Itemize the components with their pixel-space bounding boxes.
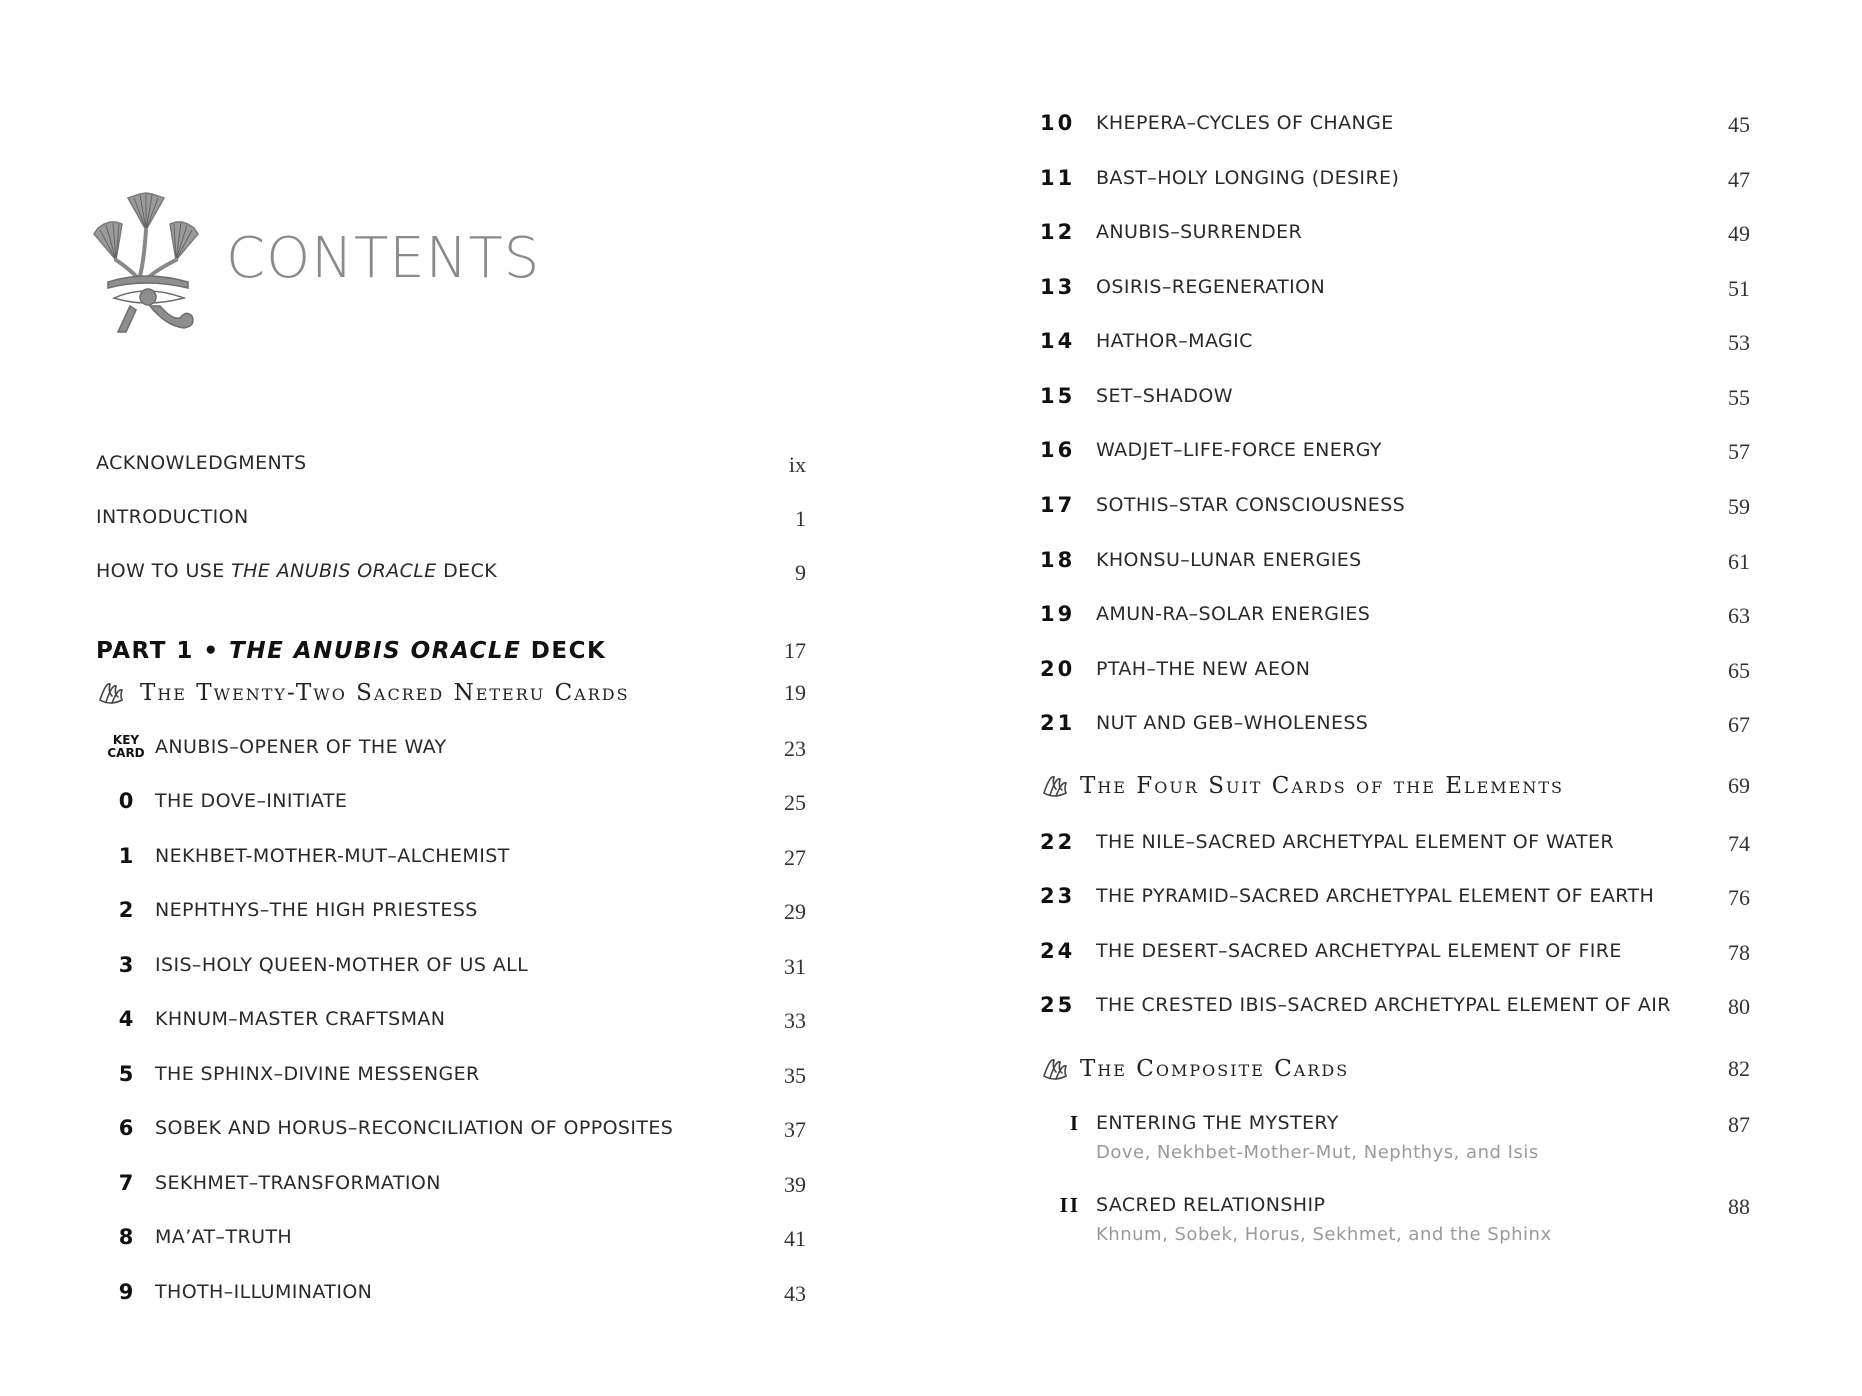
toc-entry-title: ENTERING THE MYSTERY bbox=[1096, 1112, 1339, 1134]
section-title: The Twenty-Two Sacred Neteru Cards bbox=[140, 680, 630, 706]
toc-entry-page: 78 bbox=[1728, 940, 1750, 965]
toc-entry[interactable] bbox=[96, 506, 806, 546]
toc-entry-page: 1 bbox=[795, 506, 806, 531]
toc-entry-title: THE SPHINX–DIVINE MESSENGER bbox=[155, 1063, 480, 1085]
toc-entry[interactable] bbox=[96, 1117, 806, 1157]
toc-entry[interactable] bbox=[1040, 658, 1750, 698]
toc-entry-title: THE CRESTED IBIS–SACRED ARCHETYPAL ELEMENT OF AIR bbox=[1096, 994, 1671, 1016]
toc-entry-title: THE DESERT–SACRED ARCHETYPAL ELEMENT OF FIRE bbox=[1096, 940, 1622, 962]
toc-entry-page: 35 bbox=[784, 1063, 806, 1088]
toc-entry[interactable] bbox=[1040, 994, 1750, 1034]
toc-entry-subtitle: Dove, Nekhbet-Mother-Mut, Nephthys, and Isis bbox=[1096, 1142, 1539, 1163]
toc-entry-page: 25 bbox=[784, 790, 806, 815]
toc-entry-page: 76 bbox=[1728, 885, 1750, 910]
section-page: 19 bbox=[784, 680, 806, 705]
toc-entry-title: PTAH–THE NEW AEON bbox=[1096, 658, 1311, 680]
toc-entry-composite[interactable] bbox=[1040, 1194, 1750, 1258]
toc-entry-page: 87 bbox=[1728, 1112, 1750, 1137]
card-number: 5 bbox=[118, 1062, 134, 1086]
toc-entry-title: THE NILE–SACRED ARCHETYPAL ELEMENT OF WATER bbox=[1096, 831, 1615, 853]
section-title: The Four Suit Cards of the Elements bbox=[1080, 773, 1564, 799]
toc-entry-title: HATHOR–MAGIC bbox=[1096, 330, 1253, 352]
section-title: The Composite Cards bbox=[1080, 1056, 1350, 1082]
card-number: 0 bbox=[118, 789, 134, 813]
toc-entry-title: SOBEK AND HORUS–RECONCILIATION OF OPPOSITES bbox=[155, 1117, 674, 1139]
toc-entry-page: 39 bbox=[784, 1172, 806, 1197]
toc-entry-page: 33 bbox=[784, 1008, 806, 1033]
toc-entry-title: SEKHMET–TRANSFORMATION bbox=[155, 1172, 441, 1194]
eye-of-horus-lotus-icon bbox=[88, 190, 204, 340]
toc-entry-page: 53 bbox=[1728, 330, 1750, 355]
section-heading-neteru[interactable] bbox=[96, 680, 806, 724]
toc-entry-title: NEPHTHYS–THE HIGH PRIESTESS bbox=[155, 899, 478, 921]
toc-entry-page: 43 bbox=[784, 1281, 806, 1306]
section-page: 82 bbox=[1728, 1056, 1750, 1081]
badge-line: CARD bbox=[107, 746, 145, 760]
toc-entry-title: ANUBIS–OPENER OF THE WAY bbox=[155, 736, 447, 758]
card-number: 4 bbox=[118, 1007, 134, 1031]
toc-entry-page: 29 bbox=[784, 899, 806, 924]
toc-entry-title: ANUBIS–SURRENDER bbox=[1096, 221, 1303, 243]
card-number: 6 bbox=[118, 1116, 134, 1140]
card-number: 1 bbox=[118, 844, 134, 868]
toc-entry[interactable] bbox=[1040, 712, 1750, 752]
page-title: CONTENTS bbox=[226, 226, 541, 291]
toc-entry[interactable] bbox=[1040, 831, 1750, 871]
toc-entry-title: ACKNOWLEDGMENTS bbox=[96, 452, 307, 474]
toc-entry[interactable] bbox=[96, 1281, 806, 1321]
toc-entry-page: 63 bbox=[1728, 603, 1750, 628]
toc-entry-title: KHONSU–LUNAR ENERGIES bbox=[1096, 549, 1362, 571]
toc-entry[interactable] bbox=[96, 845, 806, 885]
toc-entry-title: MA’AT–TRUTH bbox=[155, 1226, 293, 1248]
toc-entry[interactable] bbox=[1040, 549, 1750, 589]
toc-entry-page: 51 bbox=[1728, 276, 1750, 301]
toc-entry-title: THOTH–ILLUMINATION bbox=[155, 1281, 373, 1303]
toc-entry-page: 57 bbox=[1728, 439, 1750, 464]
card-number: 23 bbox=[1040, 884, 1076, 908]
toc-entry[interactable] bbox=[1040, 603, 1750, 643]
card-number: I bbox=[1069, 1111, 1080, 1135]
toc-entry-page: 74 bbox=[1728, 831, 1750, 856]
toc-entry[interactable] bbox=[96, 790, 806, 830]
title-italic-part: THE ANUBIS ORACLE bbox=[231, 560, 437, 582]
toc-entry[interactable] bbox=[1040, 330, 1750, 370]
toc-entry-page: 23 bbox=[784, 736, 806, 761]
section-page: 69 bbox=[1728, 773, 1750, 798]
card-number: 22 bbox=[1040, 830, 1076, 854]
toc-entry-title: WADJET–LIFE-FORCE ENERGY bbox=[1096, 439, 1382, 461]
card-number: 21 bbox=[1040, 711, 1076, 735]
key-card-badge bbox=[102, 734, 150, 760]
title-part: PART 1 • bbox=[96, 638, 230, 664]
toc-entry-page: 65 bbox=[1728, 658, 1750, 683]
card-number: 11 bbox=[1040, 166, 1076, 190]
toc-entry[interactable] bbox=[1040, 221, 1750, 261]
toc-entry[interactable] bbox=[1040, 167, 1750, 207]
card-number: 16 bbox=[1040, 438, 1076, 462]
toc-entry-title: SET–SHADOW bbox=[1096, 385, 1233, 407]
card-number: 20 bbox=[1040, 657, 1076, 681]
toc-entry-title: KHEPERA–CYCLES OF CHANGE bbox=[1096, 112, 1394, 134]
toc-entry-title: THE PYRAMID–SACRED ARCHETYPAL ELEMENT OF EARTH bbox=[1096, 885, 1655, 907]
card-number: 2 bbox=[118, 898, 134, 922]
part-page: 17 bbox=[784, 638, 806, 663]
toc-entry-title: ISIS–HOLY QUEEN-MOTHER OF US ALL bbox=[155, 954, 529, 976]
part-title bbox=[96, 638, 606, 664]
lotus-hand-icon bbox=[1040, 1054, 1070, 1082]
card-number: 12 bbox=[1040, 220, 1076, 244]
toc-entry-page: ix bbox=[788, 452, 806, 477]
toc-entry-page: 59 bbox=[1728, 494, 1750, 519]
right-page bbox=[1040, 0, 1750, 1396]
toc-entry[interactable] bbox=[96, 954, 806, 994]
toc-entry-page: 67 bbox=[1728, 712, 1750, 737]
toc-entry[interactable] bbox=[1040, 494, 1750, 534]
toc-entry-key-card[interactable] bbox=[96, 733, 806, 776]
toc-entry[interactable] bbox=[1040, 439, 1750, 479]
toc-entry-page: 80 bbox=[1728, 994, 1750, 1019]
card-number: 18 bbox=[1040, 548, 1076, 572]
card-number: 25 bbox=[1040, 993, 1076, 1017]
toc-entry-title: AMUN-RA–SOLAR ENERGIES bbox=[1096, 603, 1371, 625]
toc-entry-page: 37 bbox=[784, 1117, 806, 1142]
toc-entry-page: 41 bbox=[784, 1226, 806, 1251]
card-number: 24 bbox=[1040, 939, 1076, 963]
toc-entry-composite[interactable] bbox=[1040, 1112, 1750, 1176]
lotus-hand-icon bbox=[96, 678, 126, 706]
card-number: 8 bbox=[118, 1225, 134, 1249]
card-number: 9 bbox=[118, 1280, 134, 1304]
toc-entry[interactable] bbox=[1040, 885, 1750, 925]
title-italic-part: THE ANUBIS ORACLE bbox=[229, 638, 522, 664]
card-number: 19 bbox=[1040, 602, 1076, 626]
toc-entry[interactable] bbox=[1040, 112, 1750, 152]
toc-entry[interactable] bbox=[96, 1172, 806, 1212]
section-heading-composite[interactable] bbox=[1040, 1056, 1750, 1100]
toc-entry[interactable] bbox=[96, 899, 806, 939]
toc-entry[interactable] bbox=[1040, 385, 1750, 425]
card-number: 10 bbox=[1040, 111, 1076, 135]
toc-entry-title: THE DOVE–INITIATE bbox=[155, 790, 348, 812]
toc-entry-title: NUT AND GEB–WHOLENESS bbox=[1096, 712, 1369, 734]
card-number: 14 bbox=[1040, 329, 1076, 353]
toc-entry[interactable] bbox=[96, 452, 806, 492]
toc-entry-page: 55 bbox=[1728, 385, 1750, 410]
toc-entry[interactable] bbox=[96, 1008, 806, 1048]
toc-entry-page: 49 bbox=[1728, 221, 1750, 246]
toc-entry[interactable] bbox=[96, 560, 806, 600]
toc-entry[interactable] bbox=[1040, 276, 1750, 316]
toc-entry-title: NEKHBET-MOTHER-MUT–ALCHEMIST bbox=[155, 845, 510, 867]
toc-entry-title: OSIRIS–REGENERATION bbox=[1096, 276, 1326, 298]
card-number: II bbox=[1059, 1193, 1080, 1217]
toc-entry-page: 47 bbox=[1728, 167, 1750, 192]
toc-entry-page: 45 bbox=[1728, 112, 1750, 137]
title-part: DECK bbox=[436, 560, 498, 582]
toc-entry-page: 88 bbox=[1728, 1194, 1750, 1219]
toc-entry-title: KHNUM–MASTER CRAFTSMAN bbox=[155, 1008, 446, 1030]
lotus-hand-icon bbox=[1040, 771, 1070, 799]
card-number: 13 bbox=[1040, 275, 1076, 299]
toc-entry-page: 9 bbox=[795, 560, 806, 585]
toc-entry[interactable] bbox=[96, 1226, 806, 1266]
card-number: 3 bbox=[118, 953, 134, 977]
card-number: 7 bbox=[118, 1171, 134, 1195]
toc-entry-title: INTRODUCTION bbox=[96, 506, 249, 528]
toc-entry-page: 31 bbox=[784, 954, 806, 979]
section-heading-suits[interactable] bbox=[1040, 773, 1750, 817]
contents-header bbox=[96, 190, 541, 340]
card-number: 15 bbox=[1040, 384, 1076, 408]
toc-entry-title: SOTHIS–STAR CONSCIOUSNESS bbox=[1096, 494, 1406, 516]
toc-entry[interactable] bbox=[96, 1063, 806, 1103]
left-page bbox=[96, 0, 806, 1396]
toc-entry-title: SACRED RELATIONSHIP bbox=[1096, 1194, 1326, 1216]
badge-line: KEY bbox=[112, 733, 140, 747]
toc-entry-title bbox=[96, 560, 497, 582]
title-part: DECK bbox=[521, 638, 607, 664]
toc-entry-page: 27 bbox=[784, 845, 806, 870]
toc-entry[interactable] bbox=[1040, 940, 1750, 980]
title-part: HOW TO USE bbox=[96, 560, 232, 582]
toc-entry-page: 61 bbox=[1728, 549, 1750, 574]
card-number: 17 bbox=[1040, 493, 1076, 517]
toc-entry-subtitle: Khnum, Sobek, Horus, Sekhmet, and the Sphinx bbox=[1096, 1224, 1552, 1245]
toc-entry-title: BAST–HOLY LONGING (DESIRE) bbox=[1096, 167, 1400, 189]
